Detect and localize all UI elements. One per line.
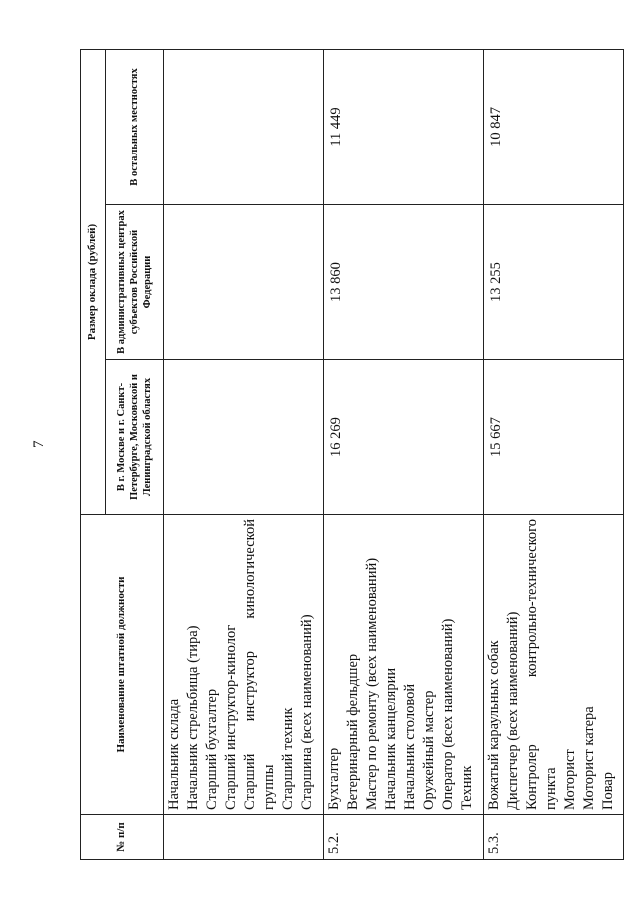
header-moscow: В г. Москве и г. Санкт-Петербурге, Московской и Ленинградской областях bbox=[106, 360, 164, 515]
table-row bbox=[484, 49, 624, 859]
row-number: 5.3. bbox=[484, 815, 624, 860]
position-line: Оружейный мастер bbox=[421, 690, 437, 810]
salary-admin-centers: 13 255 bbox=[484, 205, 624, 360]
header-admin: В административных центрах субъектов Российской Федерации bbox=[106, 205, 164, 360]
position-line: Бухгалтер bbox=[326, 747, 342, 810]
position-line: Старший техник bbox=[280, 707, 296, 810]
position-line: Старший инструктор-кинолог bbox=[223, 624, 239, 810]
header-salary: Размер оклада (рублей) bbox=[81, 49, 106, 514]
position-line: Начальник канцелярии bbox=[383, 667, 399, 810]
position-line: Ветеринарный фельдшер bbox=[345, 653, 361, 810]
table-row bbox=[164, 49, 324, 859]
salary-admin-centers bbox=[164, 205, 324, 360]
position-line: Начальник стрельбища (тира) bbox=[185, 625, 201, 810]
position-line: Оператор (всех наименований) bbox=[440, 618, 456, 810]
row-number bbox=[164, 815, 324, 860]
position-line: Начальник склада bbox=[166, 698, 182, 810]
position-line: Повар bbox=[600, 771, 616, 810]
position-line: группы bbox=[261, 764, 277, 810]
position-line: Моторист bbox=[562, 749, 578, 810]
position-line: Старший инструктор кинологической bbox=[242, 519, 258, 810]
header-position: Наименование штатной должности bbox=[81, 515, 164, 815]
position-line: Вожатый караульных собак bbox=[486, 640, 502, 810]
position-list bbox=[324, 515, 484, 815]
position-list bbox=[164, 515, 324, 815]
salary-table-rotated bbox=[80, 50, 640, 860]
salary-table bbox=[80, 49, 624, 860]
salary-moscow: 15 667 bbox=[484, 360, 624, 515]
header-num: № п/п bbox=[81, 815, 164, 860]
salary-admin-centers: 13 860 bbox=[324, 205, 484, 360]
position-line: Техник bbox=[459, 765, 475, 810]
salary-other: 11 449 bbox=[324, 49, 484, 204]
position-line: Старшина (всех наименований) bbox=[299, 614, 315, 810]
position-line: Диспетчер (всех наименований) bbox=[505, 611, 521, 810]
salary-moscow bbox=[164, 360, 324, 515]
salary-other: 10 847 bbox=[484, 49, 624, 204]
position-line: Моторист катера bbox=[581, 706, 597, 810]
position-line: пункта bbox=[543, 767, 559, 810]
position-list bbox=[484, 515, 624, 815]
header-other: В остальных местностях bbox=[106, 49, 164, 204]
row-number: 5.2. bbox=[324, 815, 484, 860]
table-body bbox=[164, 49, 624, 859]
position-line: Мастер по ремонту (всех наименований) bbox=[364, 557, 380, 810]
salary-other bbox=[164, 49, 324, 204]
salary-moscow: 16 269 bbox=[324, 360, 484, 515]
table-row bbox=[324, 49, 484, 859]
page-number: 7 bbox=[31, 440, 47, 448]
position-line: Контролер контрольно-технического bbox=[524, 519, 540, 810]
position-line: Старший бухгалтер bbox=[204, 688, 220, 810]
position-line: Начальник столовой bbox=[402, 683, 418, 810]
